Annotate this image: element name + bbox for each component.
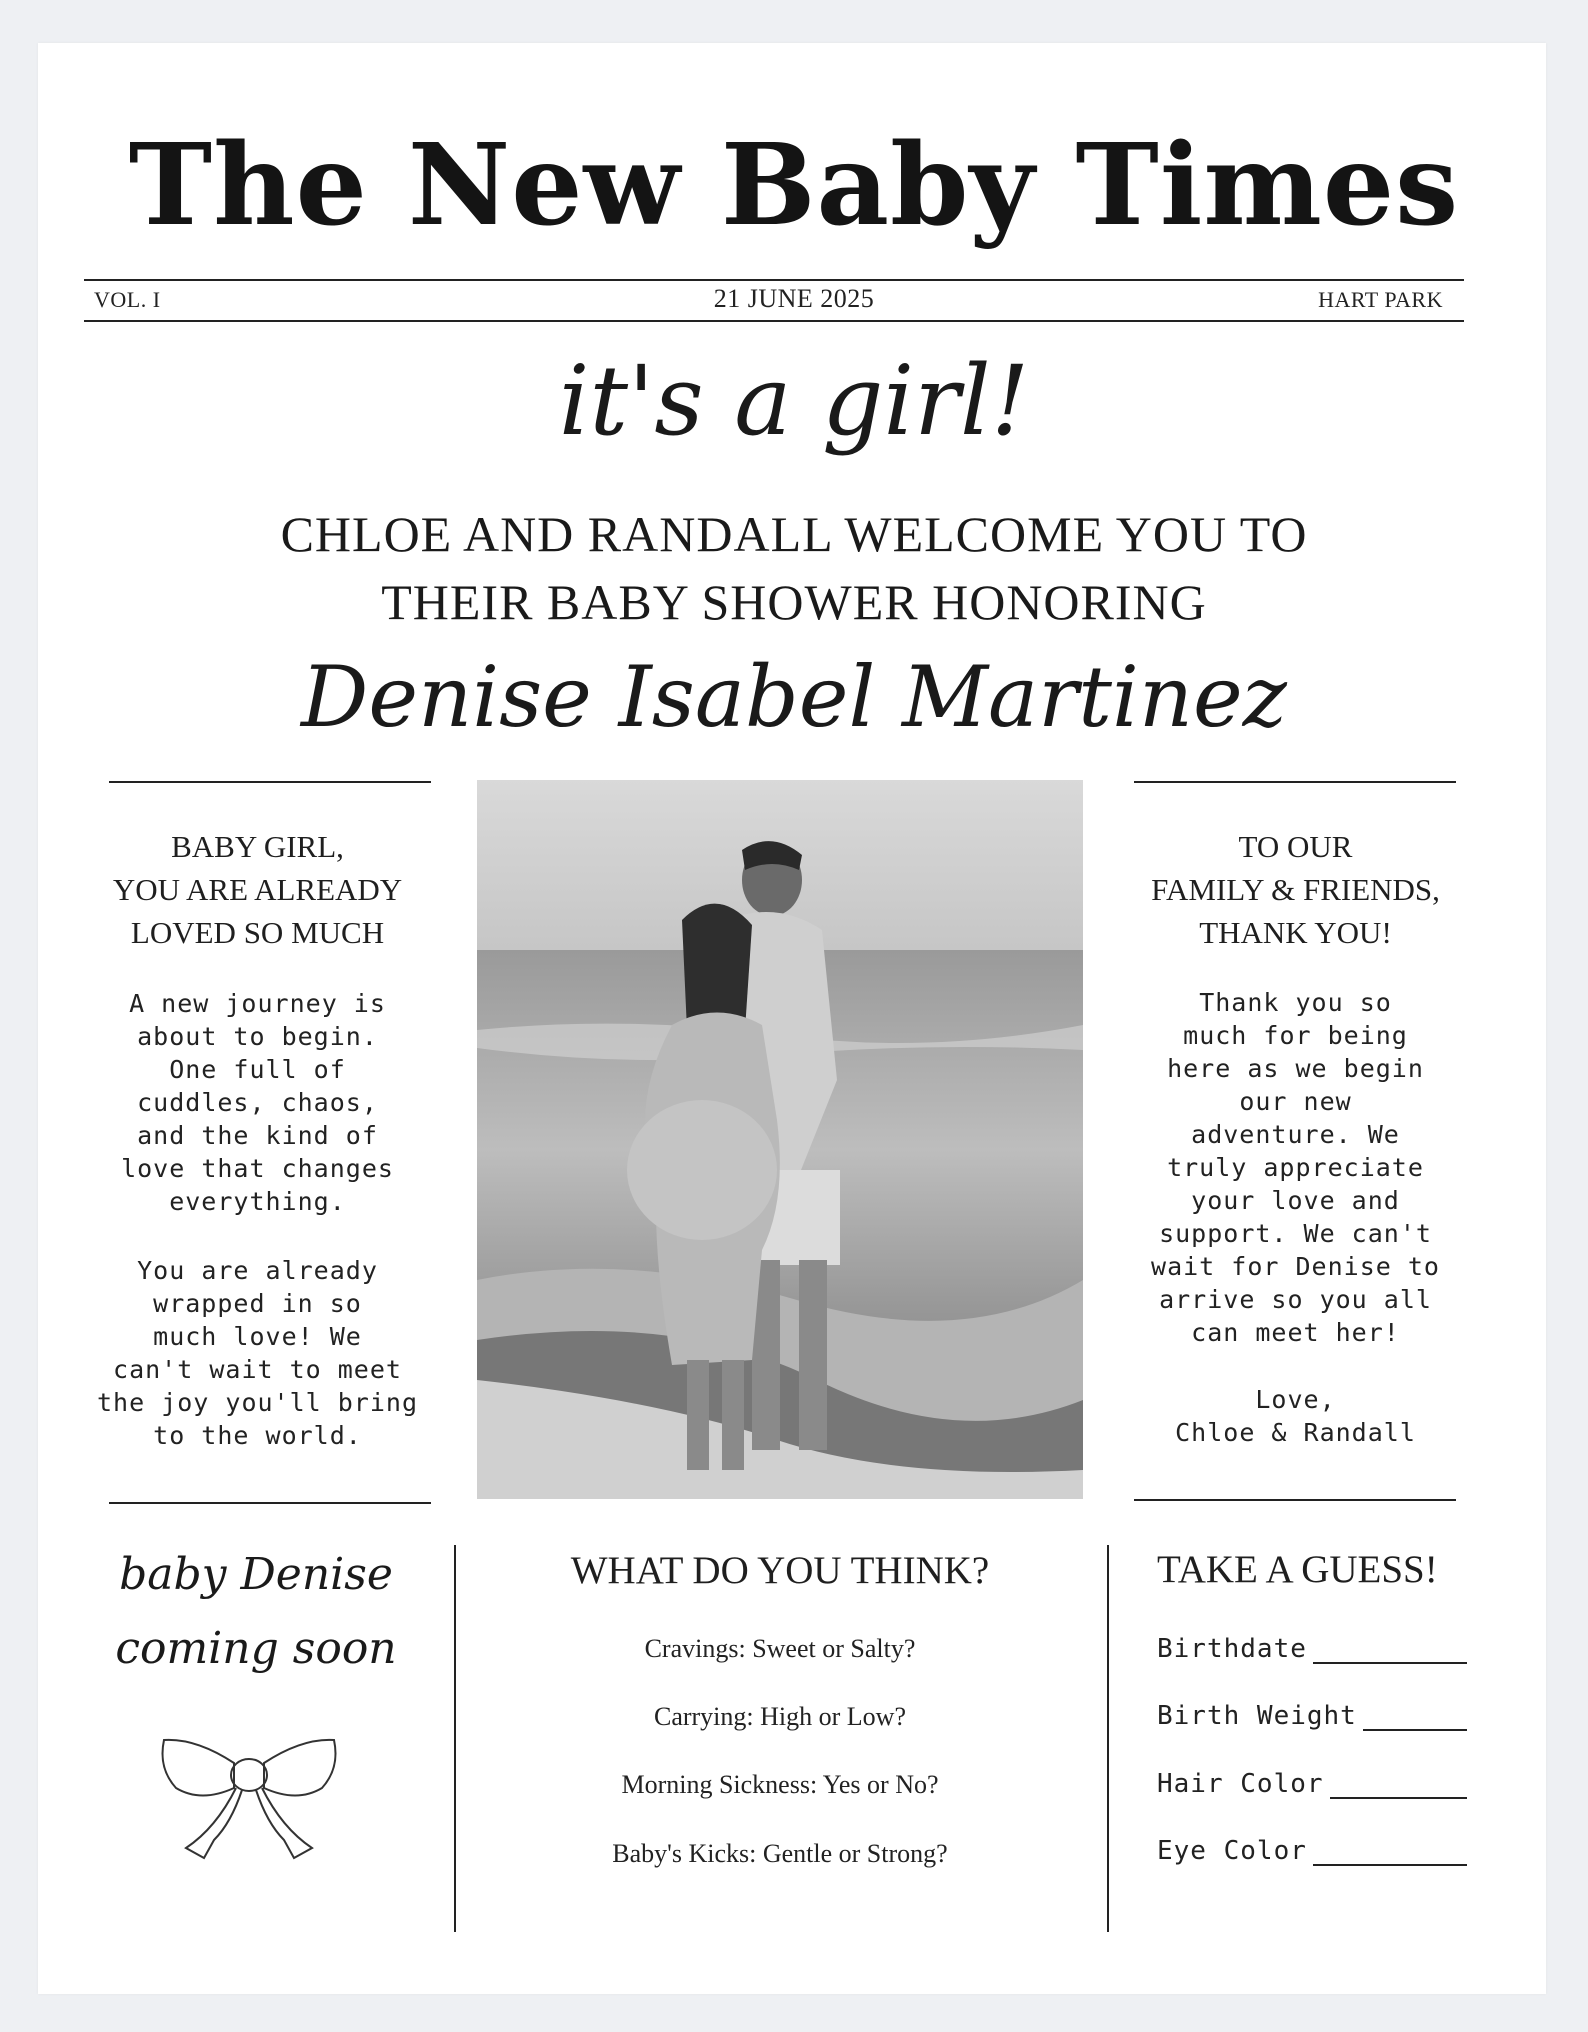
left-body-line: One full of: [169, 1055, 346, 1084]
guess-birth-weight: [1157, 1701, 1467, 1731]
right-body-line: here as we begin: [1167, 1054, 1424, 1083]
what-do-you-think-title: WHAT DO YOU THINK?: [570, 1549, 990, 1592]
right-title-line: TO OUR: [1238, 829, 1353, 864]
guess-label: Eye Color: [1157, 1836, 1307, 1866]
left-column-top-rule: [109, 781, 431, 783]
left-body-line: the joy you'll bring: [96, 1388, 419, 1417]
left-title-line: LOVED SO MUCH: [130, 915, 385, 950]
left-body-line: A new journey is: [129, 989, 386, 1018]
left-body-line: You are already: [137, 1256, 378, 1285]
guess-blank[interactable]: [1330, 1773, 1467, 1799]
guess-label: Birthdate: [1157, 1634, 1307, 1664]
dateline-top-rule: [84, 279, 1464, 281]
photo-illustration: [477, 780, 1083, 1499]
left-body-line: can't wait to meet: [113, 1355, 402, 1384]
right-title-line: FAMILY & FRIENDS,: [1151, 872, 1440, 907]
headline-line-1: CHLOE AND RANDALL WELCOME YOU TO: [280, 506, 1308, 562]
left-title-line: BABY GIRL,: [171, 829, 344, 864]
question-morning-sickness: Morning Sickness: Yes or No?: [621, 1770, 939, 1799]
dateline-bottom-rule: [84, 320, 1464, 322]
right-title-line: THANK YOU!: [1199, 915, 1392, 950]
guess-hair-color: [1157, 1769, 1467, 1799]
left-body-line: to the world.: [153, 1421, 362, 1450]
left-column-bottom-rule: [109, 1502, 431, 1504]
right-body-line: arrive so you all: [1159, 1285, 1432, 1314]
location-label: HART PARK: [1318, 287, 1443, 312]
right-body-line: support. We can't: [1159, 1219, 1432, 1248]
question-carrying: Carrying: High or Low?: [653, 1702, 906, 1731]
left-column-title: [90, 825, 425, 954]
coming-soon-block: [96, 1538, 416, 1686]
left-body-line: everything.: [169, 1187, 346, 1216]
right-body-spacer: [1128, 1349, 1463, 1383]
volume-label: VOL. I: [94, 287, 161, 312]
guess-birthdate: [1157, 1634, 1467, 1664]
right-body-line: much for being: [1183, 1021, 1408, 1050]
question-cravings: Cravings: Sweet or Salty?: [644, 1634, 916, 1663]
guess-eye-color: [1157, 1836, 1467, 1866]
left-body-line: love that changes: [121, 1154, 394, 1183]
divider-left: [454, 1545, 456, 1932]
right-body-line: Love,: [1255, 1385, 1336, 1414]
left-body-line: wrapped in so: [153, 1289, 362, 1318]
right-column-bottom-rule: [1134, 1499, 1456, 1501]
right-column-body: [1128, 986, 1463, 1449]
right-body-line: our new: [1239, 1087, 1352, 1116]
left-column-body: [90, 987, 425, 1452]
left-body-spacer: [90, 1218, 425, 1254]
its-a-girl-script: it's a girl!: [558, 345, 1030, 457]
guess-blank[interactable]: [1313, 1638, 1467, 1664]
guess-label: Hair Color: [1157, 1769, 1324, 1799]
left-title-line: YOU ARE ALREADY: [112, 872, 403, 907]
honoree-name: Denise Isabel Martinez: [301, 648, 1287, 746]
couple-beach-photo: [477, 780, 1083, 1499]
take-a-guess-title: TAKE A GUESS!: [1157, 1548, 1438, 1591]
question-kicks: Baby's Kicks: Gentle or Strong?: [612, 1839, 948, 1868]
left-body-line: and the kind of: [137, 1121, 378, 1150]
issue-date: 21 JUNE 2025: [713, 284, 875, 313]
masthead-title: The New Baby Times: [128, 120, 1460, 251]
headline-line-2: THEIR BABY SHOWER HONORING: [381, 574, 1207, 630]
right-body-line: wait for Denise to: [1151, 1252, 1440, 1281]
guess-blank[interactable]: [1363, 1705, 1467, 1731]
divider-right: [1107, 1545, 1109, 1932]
bow-icon: [156, 1728, 342, 1878]
left-body-line: about to begin.: [137, 1022, 378, 1051]
right-body-line: can meet her!: [1191, 1318, 1400, 1347]
right-body-line: Thank you so: [1199, 988, 1392, 1017]
right-body-line: your love and: [1191, 1186, 1400, 1215]
right-column-top-rule: [1134, 781, 1456, 783]
left-body-line: cuddles, chaos,: [137, 1088, 378, 1117]
right-body-line: truly appreciate: [1167, 1153, 1424, 1182]
right-column-title: [1128, 825, 1463, 954]
coming-soon-line-1: baby Denise: [119, 1549, 393, 1600]
right-body-line: Chloe & Randall: [1175, 1418, 1416, 1447]
guess-label: Birth Weight: [1157, 1701, 1357, 1731]
guess-blank[interactable]: [1313, 1840, 1467, 1866]
right-body-line: adventure. We: [1191, 1120, 1400, 1149]
coming-soon-line-2: coming soon: [115, 1623, 397, 1674]
left-body-line: much love! We: [153, 1322, 362, 1351]
